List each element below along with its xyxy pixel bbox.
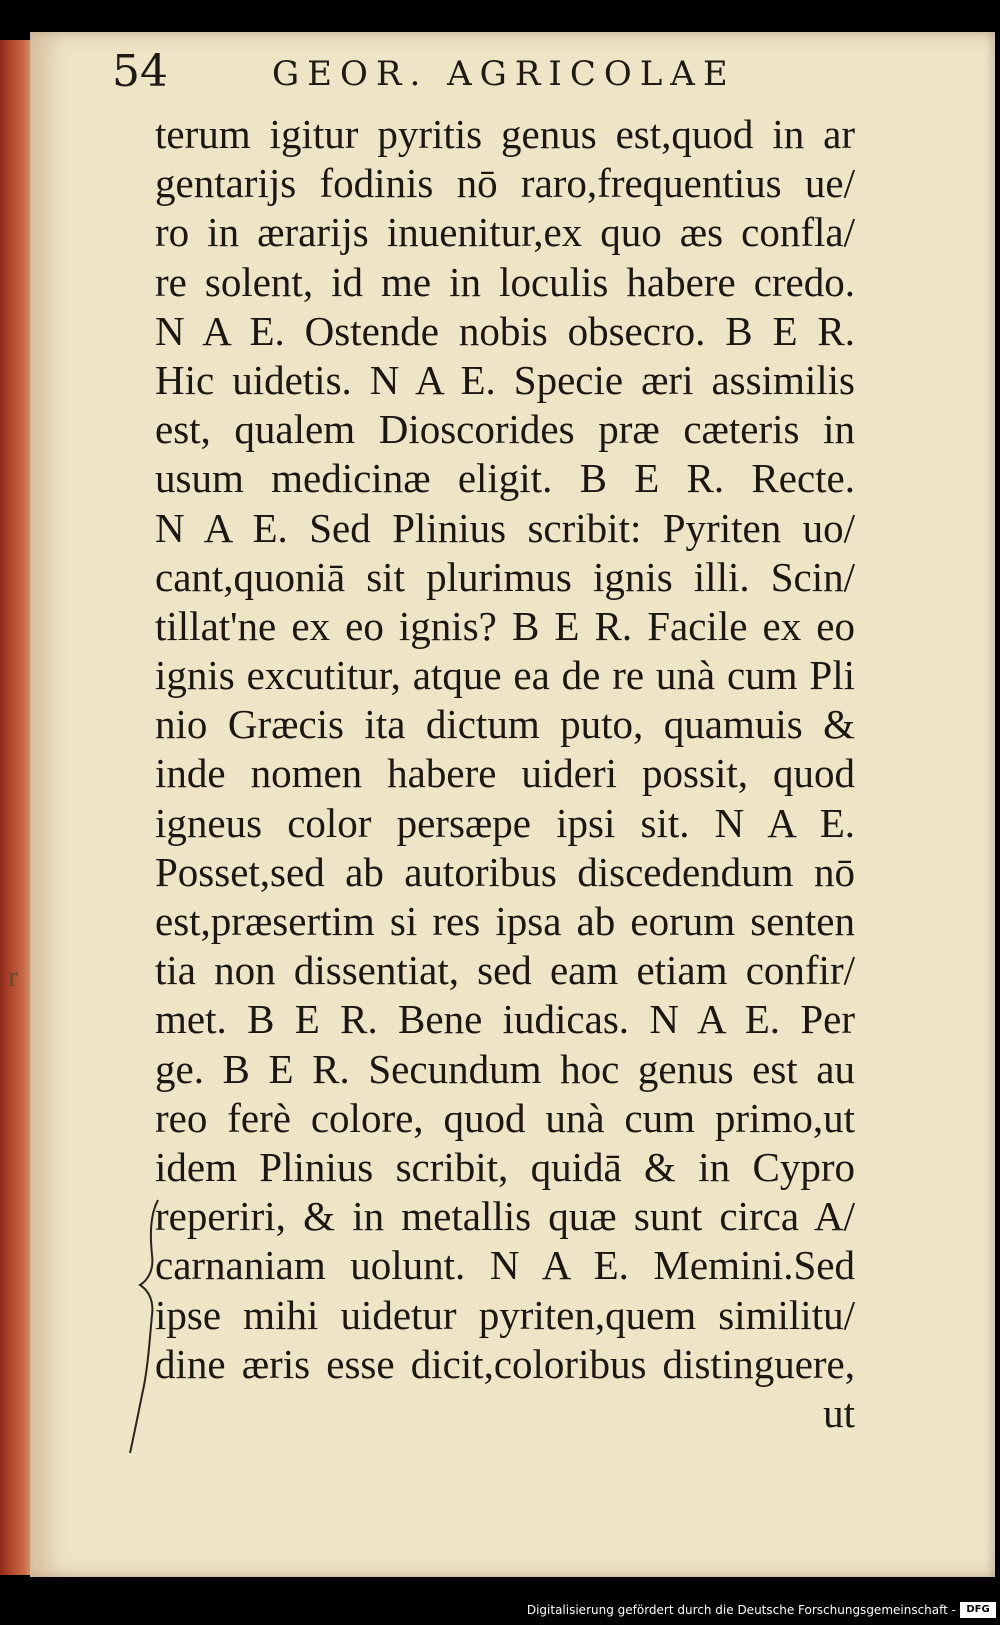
- text-line: reperiri, & in metallis quæ sunt circa A/: [155, 1193, 855, 1240]
- margin-mark: r: [8, 960, 18, 993]
- text-line: tia non dissentiat, sed eam etiam confir/: [155, 947, 855, 994]
- text-line: est,præsertim si res ipsa ab eorum senten: [155, 898, 855, 944]
- text-line: carnaniam uolunt. N A E. Memini.Sed: [155, 1242, 855, 1289]
- text-line: ro in ærarijs inuenitur,ex quo æs confla/: [155, 209, 855, 256]
- text-line: N A E. Ostende nobis obsecro. B E R.: [155, 307, 855, 354]
- text-line: Posset,sed ab autoribus discedendum nō: [155, 848, 855, 895]
- page-edge: [0, 40, 34, 1575]
- text-line: dine æris esse dicit,coloribus distinguere,: [155, 1340, 855, 1387]
- dfg-logo: DFG: [960, 1602, 996, 1618]
- text-line: terum igitur pyritis genus est,quod in ar: [155, 111, 855, 157]
- text-line: usum medicinæ eligit. B E R. Recte.: [155, 455, 855, 502]
- text-line: gentarijs fodinis nō raro,frequentius ue/: [155, 160, 855, 207]
- text-line: est, qualem Dioscorides præ cæteris in: [155, 406, 855, 453]
- running-head: GEOR. AGRICOLAE: [272, 54, 736, 94]
- text-line: reo ferè colore, quod unà cum primo,ut: [155, 1094, 855, 1141]
- body-text: [155, 110, 855, 1438]
- page-number: 54: [112, 46, 168, 97]
- text-line: ipse mihi uidetur pyriten,quem similitu/: [155, 1291, 855, 1338]
- text-line: ignis excutitur, atque ea de re unà cum Pli: [155, 652, 855, 699]
- text-line: igneus color persæpe ipsi sit. N A E.: [155, 799, 855, 846]
- text-line: met. B E R. Bene iudicas. N A E. Per: [155, 996, 855, 1043]
- text-line: tillat'ne ex eo ignis? B E R. Facile ex eo: [155, 602, 855, 649]
- text-line: nio Græcis ita dictum puto, quamuis &: [155, 701, 855, 748]
- text-line: Hic uidetis. N A E. Specie æri assimilis: [155, 356, 855, 403]
- page-header: [112, 40, 832, 100]
- text-line: ge. B E R. Secundum hoc genus est au: [155, 1045, 855, 1092]
- text-line: cant,quoniā sit plurimus ignis illi. Scin/: [155, 553, 855, 600]
- digitization-credit: Digitalisierung gefördert durch die Deutsche Forschungsgemeinschaft -: [526, 1603, 956, 1617]
- text-line: inde nomen habere uideri possit, quod: [155, 750, 855, 797]
- catchword: ut: [823, 1389, 855, 1436]
- text-line: re solent, id me in loculis habere credo.: [155, 258, 855, 305]
- text-line: N A E. Sed Plinius scribit: Pyriten uo/: [155, 504, 855, 551]
- text-line: idem Plinius scribit, quidā & in Cypro: [155, 1143, 855, 1190]
